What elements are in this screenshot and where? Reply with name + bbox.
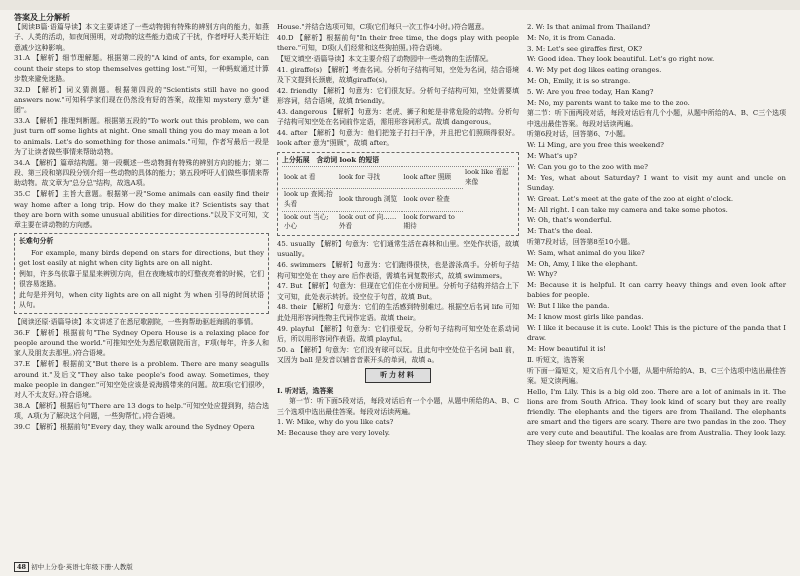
paragraph: M: What's up? [527,152,578,161]
col2-paragraphs [277,22,519,149]
phrase-cell: look over 检查 [402,188,463,211]
long-sentence-title: 长难句分析 [19,237,54,246]
paragraph: W: Good idea. They look beautiful. Let's go right now. [527,55,715,64]
paragraph: 1. W: Mike, why do you like cats? [277,418,394,427]
paragraph: 31.A 【解析】细节理解题。根据第二段的"A kind of ants, for example, can count their steps to stop themselves getting lost."可知，一种蚂蚁通过计算步数来避免迷路。 [14,54,269,83]
paragraph: M: I know most girls like pandas. [527,313,644,322]
col1-paragraphs-b [14,317,269,432]
phrase-cell: look up 查阅;抬头看 [282,188,337,211]
paragraph: 42. friendly 【解析】句意为：它们很友好。分析句子结构可知，空处需要填形容词，结合语境，故填 friendly。 [277,86,519,106]
paragraph: W: Can you go to the zoo with me? [527,162,648,171]
paragraph: 44. after 【解析】句意为：他们把笼子打扫干净，并且把它们照顾得很好。look after 意为"照顾"，故填 after。 [277,128,519,148]
col2-paragraphs-b [277,239,519,365]
paragraph: M: How beautiful it is! [527,344,606,353]
paragraph: W: Sam, what animal do you like? [527,248,645,257]
paragraph: 45. usually 【解析】句意为：它们通常生活在森林和山里。空处作状语，故填 usually。 [277,240,519,259]
listening-section1-intro: 第一节：听下面5段对话，每段对话后有一个小题，从题中所给的A、B、C三个选项中选出最佳答案。每段对话读两遍。 [277,397,519,416]
paragraph: House."并结合选项可知，C项(它们每只一次工作4小时。)符合题意。 [277,23,489,31]
paragraph: W: Oh, that's wonderful. [527,216,612,225]
phrase-row [282,188,514,211]
paragraph: 49. playful 【解析】句意为：它们很爱玩，分析句子结构可知空处在系动词后，所以用形容词作表语。故填 playful。 [277,324,519,343]
paragraph: 听下面一篇短文，短文后有几个小题，从题中所给的A、B、C三个选项中选出最佳答案。短文读两遍。 [527,366,786,385]
paragraph: M: That's the deal. [527,227,593,236]
paragraph: 【阅读B篇·语篇导读】本文主要讲述了一些动物拥有特殊的辨别方向的能力，如燕子、人类的活动，如夜间照明，对动物的这些能力造成了干扰，作者呼吁人类开始注意减少这种影响。 [14,23,269,52]
top-strip [0,0,800,10]
long-sentence-zh1: 例如，许多鸟依靠于星星来辨别方向，但在夜晚城市的灯整夜亮着的时候，它们很容易迷路。 [19,269,264,289]
phrase-box-title: 上分拓展 含动词 look 的短语 [282,155,380,164]
phrase-cell: look for 寻找 [337,166,402,188]
phrase-cell: look like 看起来像 [463,166,514,188]
paragraph: 37.E 【解析】根据前文"But there is a problem. There are many seagulls around it."及后文"They also take people's food away. Sometimes, they make people in danger."可知空处应该是说海鸥带来的问题。故E项(它们很吵，对人不太友好。)符合语境。 [14,360,269,400]
phrase-cell: look at 看 [282,166,337,188]
paragraph: 40.D 【解析】根据前句"In their free time, the dogs play with people there."可知，D项(人们经常和这些狗拍照。)符合语境。 [277,33,519,53]
listening-banner [277,368,519,382]
phrase-cell: look out 当心;小心 [282,211,337,233]
page-number: 48 [14,562,29,572]
paragraph: M: No, it is from Canada. [527,33,616,42]
paragraph: M: Because they are very lovely. [277,429,390,438]
phrase-cell: look after 照顾 [402,166,463,188]
paragraph: 43. dangerous 【解析】句意为：老虎、狮子和蛇是非常危险的动物。分析句子结构可知空处在名词前作定语，需用形容词形式。故填 dangerous。 [277,107,519,127]
paragraph: 34.A 【解析】篇章结构题。第一段概述一些动物拥有特殊的辨别方向的能力；第二段、第三段和第四段分别介绍一些动物的具体的能力；第五段呼吁人们做些事情来帮助动物。故文章为"总分总"结构，故选A项。 [14,158,269,188]
paragraph: 50. a 【解析】句意为：它们没有球可以玩。且此句中空处位于名词 ball 前，又因为 ball 是发音以辅音音素开头的单词，故填 a。 [277,345,519,364]
paragraph: 36.F 【解析】根据前句"The Sydney Opera House is a relaxing place for people around the world."可推知空处为悉尼歌剧院而言，F项(每年，许多人和家人及朋友去那里。)符合语境。 [14,328,269,358]
phrase-cell: look through 浏览 [337,188,402,211]
paragraph: 41. giraffe(s) 【解析】考查名词。分析句子结构可知，空处为名词，结合语境及下文提到长颈鹿，故填giraffe(s)。 [277,65,519,84]
paragraph: 2. W: Is that animal from Thailand? [527,23,651,31]
paragraph: 39.C 【解析】根据前句"Every day, they walk around the Sydney Opera [14,422,255,431]
paragraph: W: Why? [527,270,558,279]
paragraph: 38.A 【解析】根据后句"There are 13 dogs to help."可知空处应提到狗，结合选项，A项(为了解决这个问题，一些狗帮忙。)符合语境。 [14,401,269,421]
paragraph: 3. M: Let's see giraffes first, OK? [527,44,643,53]
paragraph: 46. swimmers 【解析】句意为：它们跑得很快，也是游泳高手。分析句子结构可知空处在 they are 后作表语，需填名词复数形式，故填 swimmers。 [277,261,519,280]
paragraph: 第二节：听下面两段对话，每段对话后有几个小题，从题中所给的A、B、C三个选项中选出最佳答案。每段对话读两遍。 [527,109,786,128]
long-sentence-en: For example, many birds depend on stars for directions, but they get lost easily at night when city lights are on all night. [19,248,264,268]
phrase-cell: look out of 向……外看 [337,211,402,233]
phrase-row [282,166,514,188]
column-middle [277,22,519,439]
paragraph: M: Because it is helpful. It can carry heavy things and even look after babies for people. [527,281,786,300]
page-footer [14,562,133,572]
listening-banner-text: 听力材料 [365,368,431,382]
paragraph: 33.A 【解析】推理判断题。根据第五段的"To work out this problem, we can just turn off some lights at night. One small thing you do may mean a lot to animals. Let's do something for those animals."可知，作者写最后一段是为了让读者做些事情来帮助动物。 [14,117,269,157]
paragraph: 35.C 【解析】主旨大意题。根据第一段"Some animals can easily find their way home after a long trip. How do they make it? Scientists say that they are born with some unusual abilities for directions."以及下文可知，文章主要在讲动物的方向感。 [14,190,269,230]
paragraph: W: But I like the panda. [527,302,610,311]
paragraph: W: I like it because it is cute. Look! This is the picture of the panda that I draw. [527,323,786,343]
paragraph: 【阅读还原·语篇导读】本文讲述了在悉尼歌剧院，一些狗帮助驱赶海鸥的事情。 [14,318,258,327]
column-right [527,22,786,449]
paragraph: M: Yes, what about Saturday? I want to visit my aunt and uncle on Sunday. [527,173,786,192]
paragraph: W: Great. Let's meet at the gate of the zoo at eight o'clock. [527,194,734,203]
paragraph: 47. But 【解析】句意为：但现在它们住在小房间里。分析句子结构并结合上下文可知，此处表示转折。设空位于句首，故填 But。 [277,282,519,301]
paragraph: Ⅱ. 听短文，选答案 [527,355,585,364]
phrase-cell: look forward to 期待 [402,211,463,233]
listening-lines [277,417,519,438]
listening-section1-title: Ⅰ. 听对话，选答案 [277,386,334,395]
paragraph: M: No, my parents want to take me to the zoo. [527,98,690,107]
paragraph: M: Oh, Amy, I like the elephant. [527,259,638,268]
paragraph: 4. W: My pet dog likes eating oranges. [527,66,662,75]
long-sentence-zh2: 此句是并列句，when city lights are on all night 为 when 引导的时间状语从句。 [19,290,264,310]
phrase-box [277,152,519,237]
paragraph: 5. W: Are you free today, Han Kang? [527,87,654,96]
paragraph: M: All right. I can take my camera and take some photos. [527,205,728,214]
paragraph: 听第7段对话，回答第8至10小题。 [527,237,635,246]
paragraph: 48. their 【解析】句意为：它们的生活感到特别难过。根据空后名词 life 可知此处用形容词性物主代词作定语。故填 their。 [277,303,519,322]
paragraph: W: Li Ming, are you free this weekend? [527,141,664,150]
paragraph: M: Oh, Emily, it is so strange. [527,76,631,85]
footer-text: 初中上分卷·英语七年级下册·人教版 [31,563,133,571]
section-header: 答案及上分解析 [14,12,70,22]
paragraph: 听第6段对话，回答第6、7小题。 [527,130,630,139]
column-left [14,22,269,433]
long-sentence-box [14,233,269,314]
paragraph: 【短文填空·语篇导读】本文主要介绍了动物园中一些动物的生活情况。 [277,54,493,63]
paragraph: 32.D 【解析】词义猜测题。根据第四段的"Scientists still have no good answers now."可知科学家们现在仍然没有好的答案，故推知 mystery 意为"谜团"。 [14,85,269,115]
paragraph: Hello, I'm Lily. This is a big old zoo. There are a lot of animals in it. The lions are from South Africa. They look kind of scary but they are really friendly. The elephants and the tigers are from Thailand. The elephants are smart and the tigers are scary. There are two pandas in the zoo. They are very cute and beautiful. The koalas are from Australia. They look lazy. They sleep for twenty hours a day. [527,387,786,448]
phrase-row [282,211,514,233]
listening-transcript [527,22,786,448]
col1-paragraphs [14,22,269,230]
phrase-table [282,166,514,233]
